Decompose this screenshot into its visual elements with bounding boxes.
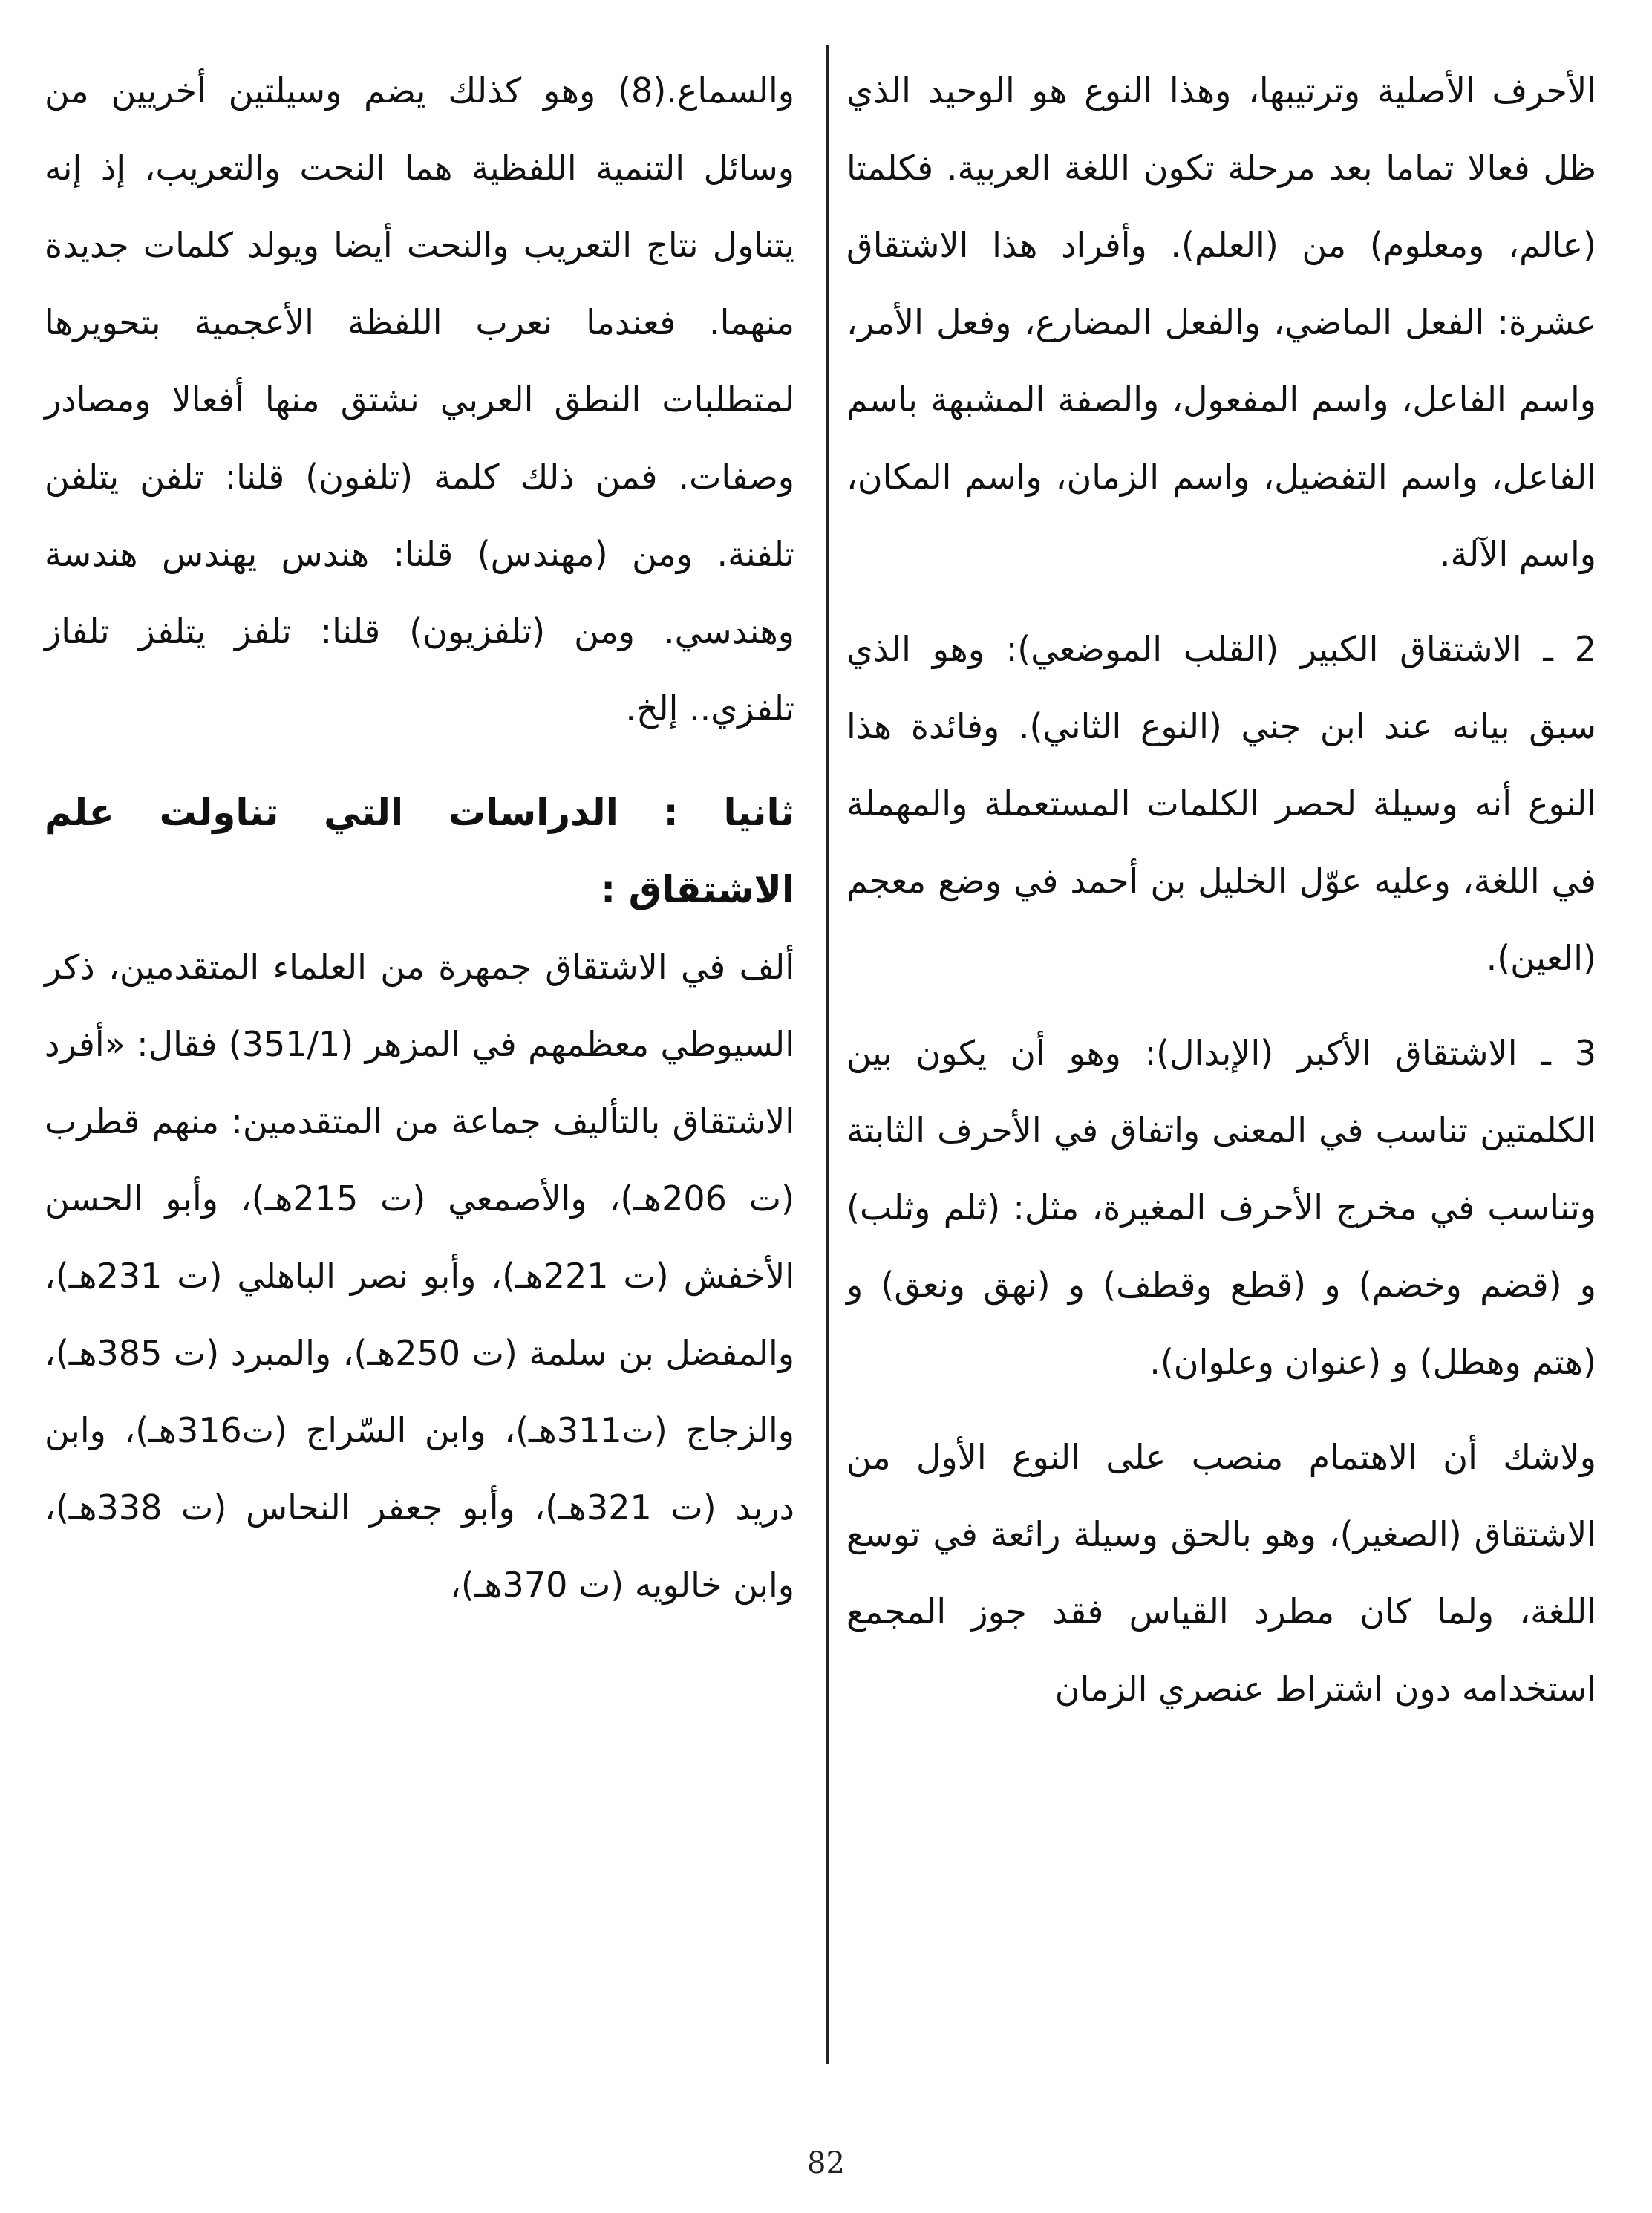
paragraph-ishtiqaq-saghir-members: الأحرف الأصلية وترتيبها، وهذا النوع هو الوحيد الذي ظل فعالا تماما بعد مرحلة تكون اللغة العربية. فكلمتا (عالم، ومعلوم) من (العلم). وأفراد هذا الاشتقاق عشرة: الفعل الماضي، والفعل المضارع، وفعل الأمر، واسم الفاعل، واسم المفعول، والصفة المشبهة باسم الفاعل، واسم التفضيل، واسم الزمان، واسم المكان، واسم الآلة.	[846, 71, 1596, 574]
column-divider	[826, 45, 829, 2064]
paragraph-ishtiqaq-authors: ألف في الاشتقاق جمهرة من العلماء المتقدمين، ذكر السيوطي معظمهم في المزهر (351/1) فقال: «أفرد الاشتقاق بالتأليف جماعة من المتقدمين: منهم قطرب (ت 206هـ)، والأصمعي (ت 215هـ)، وأبو الحسن الأخفش (ت 221هـ)، وأبو نصر الباهلي (ت 231هـ)، والمفضل بن سلمة (ت 250هـ)، والمبرد (ت 385هـ)، والزجاج (ت311هـ)، وابن السّراج (ت316هـ)، وابن دريد (ت 321هـ)، وأبو جعفر النحاس (ت 338هـ)، وابن خالويه (ت 370هـ)،	[45, 947, 795, 1605]
paragraph-ishtiqaq-akbar: 3 ـ الاشتقاق الأكبر (الإبدال): وهو أن يكون بين الكلمتين تناسب في المعنى واتفاق في الأحرف الثابتة وتناسب في مخرج الأحرف المغيرة، مثل: (ثلم وثلب) و (قضم وخضم) و (قطع وقطف) و (نهق ونعق) و (هتم وهطل) و (عنوان وعلوان).	[846, 1033, 1596, 1382]
page-number: 82	[807, 2146, 845, 2180]
paragraph-ishtiqaq-kabir: 2 ـ الاشتقاق الكبير (القلب الموضعي): وهو الذي سبق بيانه عند ابن جني (النوع الثاني). وفائدة هذا النوع أنه وسيلة لحصر الكلمات المستعملة والمهملة في اللغة، وعليه عوّل الخليل بن أحمد في وضع معجم (العين).	[846, 629, 1596, 978]
paragraph-naht-tarib: والسماع.(8) وهو كذلك يضم وسيلتين أخريين من وسائل التنمية اللفظية هما النحت والتعريب، إذ إنه يتناول نتاج التعريب والنحت أيضا ويولد كلمات جديدة منهما. فعندما نعرب اللفظة الأعجمية بتحويرها لمتطلبات النطق العربي نشتق منها أفعالا ومصادر وصفات. فمن ذلك كلمة (تلفون) قلنا: تلفن يتلفن تلفنة. ومن (مهندس) قلنا: هندس يهندس هندسة وهندسي. ومن (تلفزيون) قلنا: تلفز يتلفز تلفاز تلفزي.. إلخ.	[45, 71, 794, 729]
paragraph-first-type-interest: ولاشك أن الاهتمام منصب على النوع الأول من الاشتقاق (الصغير)، وهو بالحق وسيلة رائعة في توسع اللغة، ولما كان مطرد القياس فقد جوز المجمع استخدامه دون اشتراط عنصري الزمان	[846, 1437, 1596, 1709]
section-heading: ثانيا : الدراسات التي تناولت علم الاشتقاق :	[45, 791, 794, 911]
left-column	[45, 52, 794, 1641]
right-column	[846, 52, 1596, 1745]
